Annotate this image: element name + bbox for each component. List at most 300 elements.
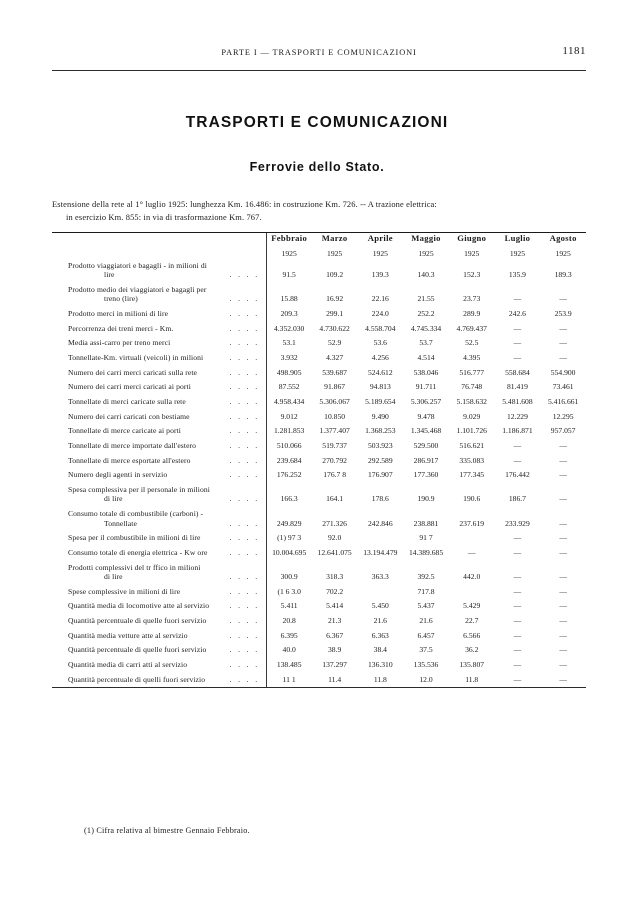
column-header-month: Marzo [321, 233, 348, 243]
table-row [52, 394, 586, 409]
table-row [52, 365, 586, 380]
header-rule [52, 70, 586, 71]
table-cell: — [559, 572, 567, 582]
table-cell: 252.2 [417, 308, 435, 318]
column-header-marzo [312, 233, 358, 258]
intro-note [52, 198, 586, 224]
page-number: 1181 [562, 45, 586, 57]
table-cell: — [559, 645, 567, 655]
table-cell: 189.3 [554, 270, 572, 280]
row-label [52, 409, 266, 424]
table-cell: 209.3 [266, 306, 312, 321]
row-label [52, 507, 266, 531]
table-cell: 176.7 8 [323, 470, 346, 480]
row-label [52, 614, 266, 629]
table-cell: 22.16 [371, 294, 389, 304]
statistics-table [52, 233, 586, 687]
page-title: TRASPORTI E COMUNICAZIONI [185, 114, 449, 131]
table-cell: — [513, 674, 522, 684]
table-cell: — [513, 645, 522, 655]
table-row [52, 545, 586, 560]
table-cell: 136.310 [367, 660, 393, 670]
table-cell: 164.1 [326, 494, 344, 504]
table-cell: 81.419 [506, 382, 528, 392]
row-label-line1: Tonnellate di merci caricate sulla rete [68, 396, 186, 406]
table-bottom-rule [52, 687, 586, 688]
column-header-luglio [495, 233, 541, 258]
table-cell: — [513, 586, 522, 596]
table-cell: 233.929 [505, 518, 530, 528]
row-label-line1: Quantità media vetture atte al servizio [68, 630, 188, 640]
table-cell: 76.748 [461, 382, 483, 392]
table-row [52, 258, 586, 282]
table-cell: 91.867 [324, 382, 346, 392]
running-head [52, 45, 586, 66]
table-cell: 224.0 [371, 308, 389, 318]
table-row [52, 321, 586, 336]
column-header-year: 1925 [555, 249, 571, 258]
table-cell: 37.5 [419, 645, 433, 655]
table-cell: — [513, 572, 522, 582]
table-cell: 4.730.622 [319, 323, 350, 333]
table-cell: — [559, 630, 567, 640]
row-label-line1: Prodotti complessivi del tr ffico in milioni [68, 562, 201, 572]
table-cell: 6.367 [326, 630, 344, 640]
table-row [52, 658, 586, 673]
table-cell: 23.73 [463, 294, 481, 304]
table-cell: 91.5 [266, 258, 312, 282]
column-header-month: Giugno [457, 233, 487, 243]
table-cell: 186.7 [508, 494, 526, 504]
table-cell: 11 1 [266, 672, 312, 687]
table-cell: 4.769.437 [456, 323, 487, 333]
table-cell: 22.7 [465, 616, 479, 626]
row-label [52, 468, 266, 483]
table-cell: 11.4 [328, 674, 342, 684]
table-cell: — [559, 494, 567, 504]
row-label-line1: Quantità media di carri atti al servizio [68, 660, 188, 670]
table-cell: 190.6 [463, 494, 481, 504]
column-header-year: 1925 [418, 249, 434, 258]
leader-dots: . . . . [229, 323, 260, 333]
table-row [52, 614, 586, 629]
table-cell: 5.429 [463, 601, 481, 611]
table-cell: 519.737 [322, 440, 347, 450]
table-cell: 52.5 [465, 338, 479, 348]
leader-dots: . . . . [229, 426, 260, 436]
table-row [52, 599, 586, 614]
table-cell: 20.8 [266, 614, 312, 629]
table-cell: 442.0 [463, 572, 481, 582]
row-label-line1: Tonnellate di merce caricate ai porti [68, 426, 182, 436]
table-cell: 4.327 [326, 352, 344, 362]
row-label [52, 658, 266, 673]
table-cell: — [513, 294, 522, 304]
table-cell: 957.057 [550, 426, 576, 436]
row-label [52, 321, 266, 336]
running-head-title: PARTE I — TRASPORTI E COMUNICAZIONI [221, 48, 417, 57]
table-cell: 10.850 [324, 411, 346, 421]
table-cell: 270.792 [322, 455, 347, 465]
table-cell: 40.0 [266, 643, 312, 658]
table-cell: 12.0 [419, 674, 433, 684]
head-spacer [52, 233, 266, 258]
table-cell: — [559, 660, 567, 670]
table-cell: 717.8 [417, 586, 435, 596]
row-label [52, 643, 266, 658]
table-cell: — [467, 547, 476, 557]
table-cell: 6.457 [417, 630, 435, 640]
table-cell: — [559, 338, 567, 348]
table-row [52, 531, 586, 546]
leader-dots: . . . . [229, 601, 260, 611]
table-row [52, 350, 586, 365]
row-label [52, 531, 266, 546]
row-label-line1: Quantità percentuale di quelli fuori servizio [68, 674, 206, 684]
table-cell: 135.807 [459, 660, 485, 670]
row-label-line1: Quantità percentuale di quelle fuori servizio [68, 616, 207, 626]
table-cell: — [513, 533, 522, 543]
leader-dots: . . . . [229, 674, 260, 684]
row-label [52, 424, 266, 439]
table-body [52, 258, 586, 687]
leader-dots: . . . . [229, 616, 260, 626]
table-row [52, 628, 586, 643]
table-cell: 6.363 [371, 630, 389, 640]
row-label [52, 584, 266, 599]
table-cell: 242.6 [508, 308, 526, 318]
table-cell: — [559, 674, 567, 684]
table-cell: 5.416.661 [547, 396, 579, 406]
table-row [52, 336, 586, 351]
table-cell: 176.907 [367, 470, 393, 480]
table-cell: — [513, 323, 522, 333]
table-cell: 4.352.030 [266, 321, 312, 336]
table-cell: 1.345.468 [410, 426, 442, 436]
table-cell: 87.552 [266, 380, 312, 395]
table-cell: 539.687 [322, 367, 347, 377]
table-cell: — [513, 352, 522, 362]
table-cell: 702.2 [326, 586, 344, 596]
table-cell: — [559, 533, 567, 543]
table-cell [449, 531, 495, 546]
table-row [52, 282, 586, 306]
table-cell: 242.846 [367, 518, 393, 528]
row-label-line2: treno (lire) . . . . [104, 294, 260, 304]
row-label [52, 380, 266, 395]
table-cell: 152.3 [463, 270, 481, 280]
table-cell: 516.621 [459, 440, 485, 450]
table-row [52, 409, 586, 424]
table-cell: 190.9 [417, 494, 435, 504]
table-cell: 5.189.654 [365, 396, 396, 406]
table-row [52, 507, 586, 531]
table-cell: 137.297 [322, 660, 347, 670]
row-label-line1: Prodotto medio dei viaggiatori e bagagli per [68, 284, 207, 294]
row-label-line1: Numero dei carri merci caricati ai porti [68, 382, 191, 392]
table-row [52, 482, 586, 506]
table-cell: 91.711 [415, 382, 437, 392]
table-cell: 5.306.067 [319, 396, 350, 406]
row-label-line1: Consumo totale di energia elettrica - Kw ore [68, 547, 208, 557]
table-cell: 53.1 [266, 336, 312, 351]
table-cell: 9.012 [266, 409, 312, 424]
footnote: (1) Cifra relativa al bimestre Gennaio Febbraio. [84, 826, 250, 835]
table-cell: 21.6 [419, 616, 433, 626]
table-cell: (1) 97 3 [266, 531, 312, 546]
row-label-line1: Tonnellate di merce esportate all'estero [68, 455, 191, 465]
table-cell: — [559, 518, 567, 528]
column-header-month: Agosto [549, 233, 577, 243]
table-row [52, 560, 586, 584]
table-row [52, 306, 586, 321]
table-cell: 135.536 [413, 660, 439, 670]
row-label [52, 306, 266, 321]
table-cell: 38.9 [327, 645, 342, 655]
table-cell: 109.2 [326, 270, 344, 280]
column-header-maggio [403, 233, 449, 258]
row-label [52, 336, 266, 351]
table-row [52, 672, 586, 687]
row-label [52, 560, 266, 584]
table-cell: 10.004.695 [266, 545, 312, 560]
table-cell: — [559, 455, 567, 465]
table-cell: 286.917 [413, 455, 439, 465]
table-cell: 237.619 [459, 518, 485, 528]
table-cell: (1 6 3.0 [266, 584, 312, 599]
row-label-line2: lire . . . . [104, 270, 260, 280]
table-cell [357, 531, 403, 546]
table-cell: 1.186.871 [502, 426, 533, 436]
row-label-line2: Tonnellate . . . . [104, 518, 260, 528]
row-label-line1: Quantità percentuale di quelle fuori servizio [68, 645, 207, 655]
row-label [52, 350, 266, 365]
table-cell: — [513, 338, 522, 348]
table-cell: 4.558.704 [365, 323, 396, 333]
statistics-table-wrapper [52, 232, 586, 688]
leader-dots: . . . . [229, 547, 260, 557]
table-cell: 94.813 [369, 382, 391, 392]
table-cell: — [513, 616, 522, 626]
table-cell: 503.923 [367, 440, 393, 450]
table-cell: — [513, 455, 522, 465]
leader-dots: . . . . [229, 572, 260, 582]
table-cell: 11.8 [373, 674, 387, 684]
table-cell: 253.9 [554, 308, 572, 318]
row-label [52, 365, 266, 380]
table-cell: 4.745.334 [410, 323, 442, 333]
table-cell: 52.9 [327, 338, 342, 348]
column-header-month: Luglio [504, 233, 531, 243]
table-cell: 5.437 [417, 601, 435, 611]
row-label-line1: Numero dei carri caricati con bestiame [68, 411, 190, 421]
table-cell: 318.3 [326, 572, 344, 582]
table-cell: 12.295 [552, 411, 574, 421]
table-cell: 177.345 [459, 470, 485, 480]
table-cell: 335.083 [459, 455, 485, 465]
table-cell: 5.414 [326, 601, 344, 611]
table-cell: 299.1 [326, 308, 344, 318]
row-label-line1: Media assi-carro per treno merci [68, 338, 171, 348]
table-cell: 5.481.608 [502, 396, 533, 406]
table-cell: 300.9 [266, 560, 312, 584]
column-header-aprile [357, 233, 403, 258]
row-label [52, 282, 266, 306]
column-header-month: Maggio [411, 233, 441, 243]
leader-dots: . . . . [229, 367, 260, 377]
column-header-month: Aprile [367, 233, 393, 243]
column-header-febbraio [266, 233, 312, 258]
table-cell: — [513, 630, 522, 640]
leader-dots: . . . . [229, 411, 260, 421]
table-cell: 9.490 [371, 411, 389, 421]
table-row [52, 424, 586, 439]
table-cell: 21.55 [417, 294, 435, 304]
table-cell: 292.589 [367, 455, 393, 465]
table-cell: 12.229 [506, 411, 528, 421]
table-cell [449, 584, 495, 599]
table-cell: 15.88 [266, 282, 312, 306]
table-cell: 392.5 [417, 572, 435, 582]
table-cell: 516.777 [459, 367, 485, 377]
table-row [52, 380, 586, 395]
row-label-line1: Percorrenza dei treni merci - Km. [68, 323, 174, 333]
table-row [52, 438, 586, 453]
table-cell: 5.158.632 [456, 396, 487, 406]
table-cell: 4.958.434 [266, 394, 312, 409]
row-label-line1: Prodotto viaggiatori e bagagli - in milioni di [68, 260, 207, 270]
table-cell: — [559, 352, 567, 362]
leader-dots: . . . . [229, 645, 260, 655]
row-label [52, 453, 266, 468]
table-cell: 21.3 [327, 616, 342, 626]
column-header-agosto [540, 233, 586, 258]
table-cell: — [513, 601, 522, 611]
leader-dots: . . . . [229, 308, 260, 318]
row-label [52, 545, 266, 560]
table-cell: 11.8 [465, 674, 479, 684]
table-cell: 176.442 [505, 470, 530, 480]
table-cell: 498.905 [266, 365, 312, 380]
table-cell: 4.256 [371, 352, 389, 362]
leader-dots: . . . . [229, 470, 260, 480]
table-cell: 177.360 [413, 470, 439, 480]
row-label-line2: di lire . . . . [104, 494, 260, 504]
leader-dots: . . . . [229, 455, 260, 465]
table-cell: 92.0 [327, 533, 342, 543]
leader-dots: . . . . [229, 382, 260, 392]
table-row [52, 584, 586, 599]
table-cell: 5.450 [371, 601, 389, 611]
table-cell: 9.029 [463, 411, 481, 421]
table-cell: 13.194.479 [363, 547, 398, 557]
row-label-line1: Numero dei carri merci caricati sulla rete [68, 367, 198, 377]
table-cell: — [559, 470, 567, 480]
row-label [52, 628, 266, 643]
table-cell: 1.101.726 [456, 426, 487, 436]
row-label-line1: Spesa per il combustibile in milioni di lire [68, 533, 201, 543]
row-label [52, 482, 266, 506]
row-label-line1: Tonnellate di merce importate dall'estero [68, 440, 197, 450]
table-cell: 289.9 [463, 308, 481, 318]
table-cell: 4.514 [417, 352, 435, 362]
table-cell: 538.046 [413, 367, 439, 377]
table-cell: 139.3 [371, 270, 389, 280]
row-label-line1: Prodotto merci in milioni di lire [68, 308, 169, 318]
table-cell: 166.3 [266, 482, 312, 506]
table-cell: 4.395 [463, 352, 481, 362]
table-cell: 239.684 [266, 453, 312, 468]
table-cell: 249.829 [266, 507, 312, 531]
table-cell: 529.500 [413, 440, 439, 450]
row-label [52, 394, 266, 409]
row-label-line2: di lire . . . . [104, 572, 260, 582]
table-cell: 21.6 [373, 616, 387, 626]
table-cell: 12.641.075 [317, 547, 352, 557]
row-label [52, 672, 266, 687]
table-cell: — [513, 440, 522, 450]
table-cell: 510.066 [266, 438, 312, 453]
table-cell: 1.368.253 [365, 426, 396, 436]
table-cell: 558.684 [505, 367, 530, 377]
row-label-line1: Spesa complessiva per il personale in milioni [68, 484, 211, 494]
table-cell: — [559, 323, 567, 333]
leader-dots: . . . . [229, 533, 260, 543]
table-cell: 271.326 [322, 518, 347, 528]
table-row [52, 468, 586, 483]
leader-dots: . . . . [229, 660, 260, 670]
table-cell: — [559, 547, 567, 557]
table-cell [357, 584, 403, 599]
table-head [52, 233, 586, 258]
table-row [52, 643, 586, 658]
table-cell: — [559, 440, 567, 450]
table-cell: 5.411 [266, 599, 312, 614]
column-header-year: 1925 [372, 249, 388, 258]
column-header-month: Febbraio [271, 233, 308, 243]
table-cell: 238.881 [413, 518, 439, 528]
table-cell: 36.2 [465, 645, 479, 655]
table-cell: 6.566 [463, 630, 481, 640]
row-label-line1: Quantità media di locomotive atte al servizio [68, 601, 210, 611]
table-cell: — [559, 294, 567, 304]
row-label-line1: Numero degli agenti in servizio [68, 470, 168, 480]
table-cell: — [559, 601, 567, 611]
row-label-line1: Tonnellate-Km. virtuali (veicoli) in milioni [68, 352, 204, 362]
column-header-giugno [449, 233, 495, 258]
section-subtitle: Ferrovie dello Stato. [249, 160, 385, 174]
row-label [52, 599, 266, 614]
leader-dots: . . . . [229, 630, 260, 640]
table-cell: 38.4 [373, 645, 387, 655]
table-cell: 16.92 [326, 294, 344, 304]
column-header-year: 1925 [327, 249, 343, 258]
table-cell: 91 7 [419, 533, 433, 543]
table-cell: — [513, 660, 522, 670]
table-row [52, 453, 586, 468]
leader-dots: . . . . [229, 294, 260, 304]
table-cell: — [559, 616, 567, 626]
table-cell: 524.612 [367, 367, 393, 377]
table-cell: 14.389.685 [408, 547, 444, 557]
table-cell: 1.281.853 [266, 424, 312, 439]
table-cell: — [559, 586, 567, 596]
table-cell: 9.478 [417, 411, 435, 421]
column-header-year: 1925 [509, 249, 526, 258]
table-cell: 1.377.407 [319, 426, 350, 436]
leader-dots: . . . . [229, 586, 260, 596]
table-cell: 53.7 [419, 338, 433, 348]
